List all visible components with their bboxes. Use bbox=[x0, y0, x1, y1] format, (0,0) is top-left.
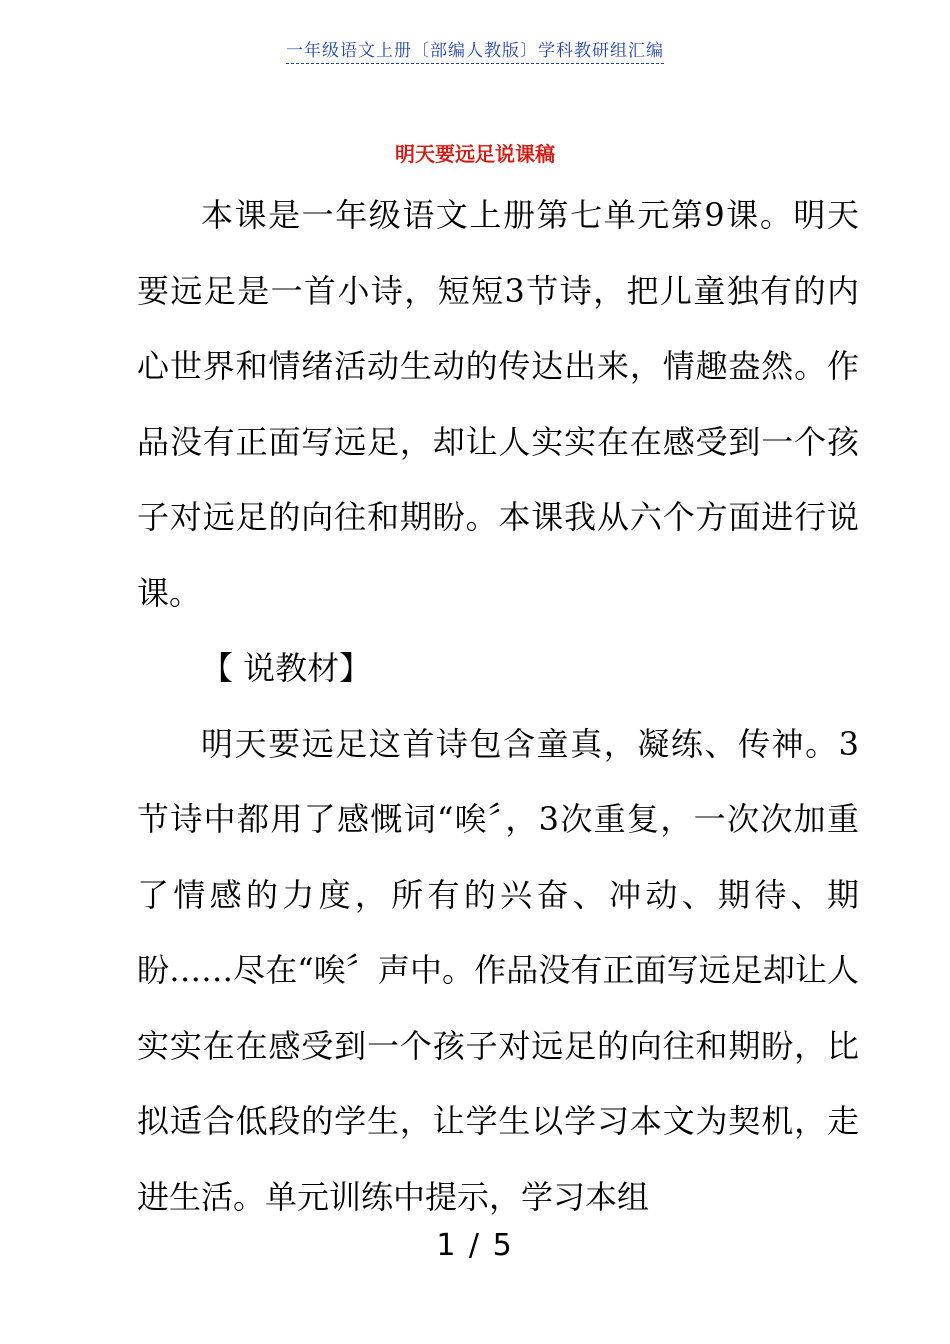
paragraph-textbook: 明天要远足这首诗包含童真，凝练、传神。3节诗中都用了感慨词“唉〞，3次重复，一次次加重了情感的力度，所有的兴奋、冲动、期待、期盼……尽在“唉〞声中。作品没有正面写远足却让人实实在在感受到一个孩子对远足的向往和期盼，比拟适合低段的学生，让学生以学习本文为契机，走进生活。单元训练中提示，学习本组 bbox=[137, 724, 859, 1216]
document-body bbox=[137, 178, 859, 1235]
document-header bbox=[0, 36, 950, 61]
section-heading: 【 说教材】 bbox=[201, 649, 372, 687]
paragraph-intro: 本课是一年级语文上册第七单元第9课。明天要远足是一首小诗，短短3节诗，把儿童独有的内心世界和情绪活动生动的传达出来，情趣盎然。作品没有正面写远足，却让人实实在在感受到一个孩子对远足的向往和期盼。本课我从六个方面进行说课。 bbox=[137, 196, 859, 612]
document-title: 明天要远足说课稿 bbox=[395, 142, 555, 166]
page-number: 1 / 5 bbox=[436, 1228, 514, 1263]
header-text: 一年级语文上册〔部编人教版〕学科教研组汇编 bbox=[286, 41, 664, 64]
